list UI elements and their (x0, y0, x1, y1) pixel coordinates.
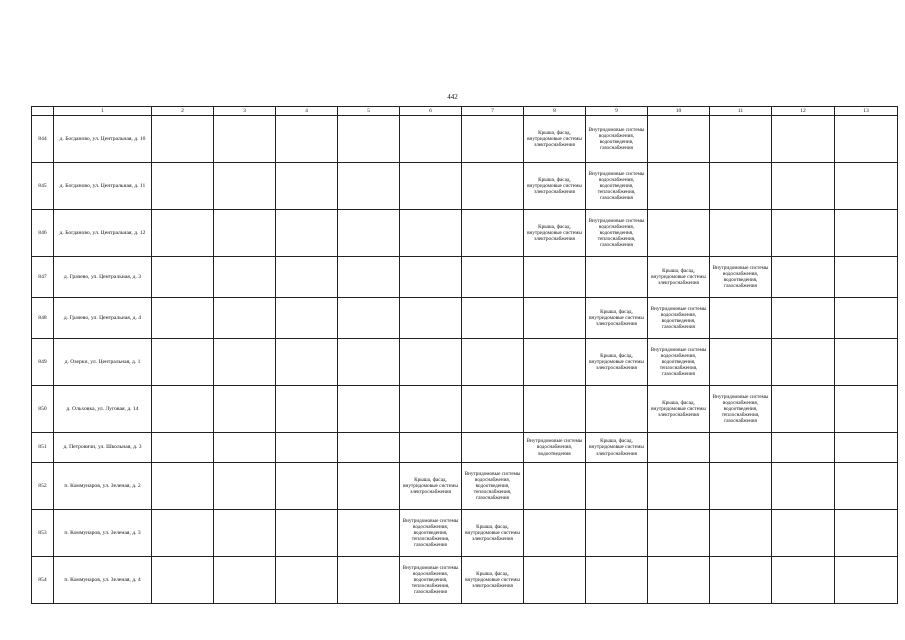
cell-col-2 (152, 163, 214, 210)
cell-col-7 (462, 116, 524, 163)
cell-col-13 (835, 463, 898, 510)
cell-col-13 (835, 298, 898, 339)
cell-col-3 (214, 557, 276, 604)
cell-col-11 (710, 510, 772, 557)
cell-col-8: Крыша, фасад, внутридомовые системы электроснабжения (524, 163, 586, 210)
cell-col-2 (152, 116, 214, 163)
table-row (32, 257, 898, 298)
cell-col-13 (835, 163, 898, 210)
header-row (32, 107, 898, 116)
cell-col-9 (586, 463, 648, 510)
cell-col-10 (648, 163, 710, 210)
cell-col-11 (710, 339, 772, 386)
row-address: п. Коммунаров, ул. Зеленая, д. 3 (54, 510, 152, 557)
row-number: 852 (32, 463, 54, 510)
row-number: 853 (32, 510, 54, 557)
cell-col-5 (338, 463, 400, 510)
row-number: 845 (32, 163, 54, 210)
cell-col-4 (276, 163, 338, 210)
cell-col-2 (152, 257, 214, 298)
cell-col-6 (400, 433, 462, 463)
cell-col-3 (214, 433, 276, 463)
cell-col-10: Крыша, фасад, внутридомовые системы электроснабжения (648, 257, 710, 298)
cell-col-2 (152, 463, 214, 510)
row-address: п. Коммунаров, ул. Зеленая, д. 4 (54, 557, 152, 604)
row-number: 844 (32, 116, 54, 163)
cell-col-3 (214, 163, 276, 210)
cell-col-10: Внутридомовые системы водоснабжения, водоотведения, газоснабжения (648, 298, 710, 339)
cell-col-4 (276, 210, 338, 257)
table-row (32, 339, 898, 386)
cell-col-13 (835, 433, 898, 463)
cell-col-13 (835, 557, 898, 604)
cell-col-8: Крыша, фасад, внутридомовые системы электроснабжения (524, 116, 586, 163)
row-address: д. Богданово, ул. Центральная, д. 12 (54, 210, 152, 257)
table-row (32, 210, 898, 257)
header-cell-8: 8 (524, 107, 586, 116)
cell-col-5 (338, 298, 400, 339)
cell-col-7: Крыша, фасад, внутридомовые системы электроснабжения (462, 557, 524, 604)
cell-col-6 (400, 163, 462, 210)
cell-col-8 (524, 339, 586, 386)
cell-col-13 (835, 386, 898, 433)
cell-col-12 (772, 433, 835, 463)
cell-col-12 (772, 386, 835, 433)
cell-col-12 (772, 210, 835, 257)
cell-col-12 (772, 510, 835, 557)
row-address: д. Грачево, ул. Центральная, д. 4 (54, 298, 152, 339)
row-number: 851 (32, 433, 54, 463)
cell-col-4 (276, 433, 338, 463)
cell-col-13 (835, 257, 898, 298)
cell-col-2 (152, 339, 214, 386)
cell-col-4 (276, 339, 338, 386)
cell-col-12 (772, 163, 835, 210)
cell-col-2 (152, 298, 214, 339)
cell-col-9: Внутридомовые системы водоснабжения, водоотведения, теплоснабжения, газоснабжения (586, 210, 648, 257)
cell-col-11 (710, 298, 772, 339)
header-cell-7: 7 (462, 107, 524, 116)
cell-col-3 (214, 298, 276, 339)
cell-col-6: Внутридомовые системы водоснабжения, водоотведения, теплоснабжения, газоснабжения (400, 557, 462, 604)
cell-col-2 (152, 386, 214, 433)
cell-col-8 (524, 510, 586, 557)
table-row (32, 116, 898, 163)
cell-col-10 (648, 557, 710, 604)
header-cell-2: 2 (152, 107, 214, 116)
page-number: 442 (447, 93, 458, 101)
cell-col-2 (152, 433, 214, 463)
cell-col-5 (338, 257, 400, 298)
cell-col-11 (710, 163, 772, 210)
cell-col-8 (524, 386, 586, 433)
header-cell-5: 5 (338, 107, 400, 116)
cell-col-7 (462, 210, 524, 257)
cell-col-8: Внутридомовые системы водоснабжения, водоотведения (524, 433, 586, 463)
cell-col-10: Крыша, фасад, внутридомовые системы электроснабжения (648, 386, 710, 433)
cell-col-5 (338, 116, 400, 163)
cell-col-10 (648, 433, 710, 463)
cell-col-7 (462, 163, 524, 210)
repair-schedule-table (31, 106, 898, 604)
cell-col-6: Внутридомовые системы водоснабжения, водоотведения, теплоснабжения, газоснабжения (400, 510, 462, 557)
cell-col-7 (462, 257, 524, 298)
cell-col-4 (276, 463, 338, 510)
cell-col-11 (710, 116, 772, 163)
cell-col-7 (462, 386, 524, 433)
cell-col-8 (524, 298, 586, 339)
cell-col-4 (276, 510, 338, 557)
row-address: д. Грачево, ул. Центральная, д. 3 (54, 257, 152, 298)
cell-col-12 (772, 298, 835, 339)
cell-col-6 (400, 386, 462, 433)
row-number: 847 (32, 257, 54, 298)
cell-col-2 (152, 510, 214, 557)
cell-col-4 (276, 298, 338, 339)
cell-col-3 (214, 339, 276, 386)
cell-col-9 (586, 510, 648, 557)
cell-col-8: Крыша, фасад, внутридомовые системы электроснабжения (524, 210, 586, 257)
table-row (32, 510, 898, 557)
cell-col-5 (338, 339, 400, 386)
row-number: 849 (32, 339, 54, 386)
cell-col-6 (400, 116, 462, 163)
cell-col-7 (462, 433, 524, 463)
header-cell-10: 10 (648, 107, 710, 116)
cell-col-3 (214, 386, 276, 433)
cell-col-6 (400, 210, 462, 257)
header-cell-1: 1 (54, 107, 152, 116)
cell-col-5 (338, 210, 400, 257)
cell-col-11: Внутридомовые системы водоснабжения, водоотведения, газоснабжения (710, 257, 772, 298)
cell-col-5 (338, 163, 400, 210)
cell-col-3 (214, 116, 276, 163)
cell-col-12 (772, 339, 835, 386)
cell-col-12 (772, 557, 835, 604)
header-cell-4: 4 (276, 107, 338, 116)
cell-col-3 (214, 257, 276, 298)
cell-col-6: Крыша, фасад, внутридомовые системы электроснабжения (400, 463, 462, 510)
cell-col-10 (648, 116, 710, 163)
row-address: д. Петровичи, ул. Школьная, д. 3 (54, 433, 152, 463)
table-row (32, 386, 898, 433)
cell-col-8 (524, 463, 586, 510)
row-address: п. Коммунаров, ул. Зеленая, д. 2 (54, 463, 152, 510)
cell-col-2 (152, 557, 214, 604)
cell-col-3 (214, 210, 276, 257)
row-number: 850 (32, 386, 54, 433)
header-cell-3: 3 (214, 107, 276, 116)
cell-col-4 (276, 116, 338, 163)
header-cell-6: 6 (400, 107, 462, 116)
cell-col-7 (462, 339, 524, 386)
cell-col-9: Внутридомовые системы водоснабжения, водоотведения, теплоснабжения, газоснабжения (586, 163, 648, 210)
cell-col-8 (524, 257, 586, 298)
cell-col-13 (835, 510, 898, 557)
table-row (32, 163, 898, 210)
cell-col-8 (524, 557, 586, 604)
cell-col-9: Крыша, фасад, внутридомовые системы электроснабжения (586, 298, 648, 339)
header-cell-13: 13 (835, 107, 898, 116)
cell-col-12 (772, 116, 835, 163)
header-cell-blank (32, 107, 54, 116)
cell-col-9 (586, 557, 648, 604)
cell-col-7: Крыша, фасад, внутридомовые системы электроснабжения (462, 510, 524, 557)
row-address: д. Богданово, ул. Центральная, д. 11 (54, 163, 152, 210)
table-row (32, 298, 898, 339)
cell-col-3 (214, 463, 276, 510)
cell-col-5 (338, 557, 400, 604)
cell-col-6 (400, 257, 462, 298)
cell-col-10 (648, 210, 710, 257)
cell-col-7: Внутридомовые системы водоснабжения, водоотведения, теплоснабжения, газоснабжения (462, 463, 524, 510)
cell-col-11 (710, 463, 772, 510)
cell-col-4 (276, 257, 338, 298)
table-row (32, 557, 898, 604)
cell-col-9: Крыша, фасад, внутридомовые системы электроснабжения (586, 433, 648, 463)
row-number: 854 (32, 557, 54, 604)
table-row (32, 433, 898, 463)
cell-col-9 (586, 257, 648, 298)
cell-col-4 (276, 386, 338, 433)
header-cell-11: 11 (710, 107, 772, 116)
cell-col-10 (648, 510, 710, 557)
cell-col-2 (152, 210, 214, 257)
cell-col-5 (338, 433, 400, 463)
header-cell-9: 9 (586, 107, 648, 116)
cell-col-12 (772, 257, 835, 298)
cell-col-10 (648, 463, 710, 510)
cell-col-13 (835, 339, 898, 386)
cell-col-11: Внутридомовые системы водоснабжения, водоотведения, теплоснабжения, газоснабжения (710, 386, 772, 433)
row-address: д. Ольховка, ул. Луговая, д. 14 (54, 386, 152, 433)
cell-col-9 (586, 386, 648, 433)
cell-col-5 (338, 510, 400, 557)
cell-col-11 (710, 210, 772, 257)
cell-col-12 (772, 463, 835, 510)
cell-col-13 (835, 116, 898, 163)
cell-col-7 (462, 298, 524, 339)
cell-col-11 (710, 433, 772, 463)
cell-col-9: Крыша, фасад, внутридомовые системы электроснабжения (586, 339, 648, 386)
row-address: д. Богданово, ул. Центральная, д. 10 (54, 116, 152, 163)
cell-col-13 (835, 210, 898, 257)
cell-col-3 (214, 510, 276, 557)
table-row (32, 463, 898, 510)
cell-col-5 (338, 386, 400, 433)
row-address: д. Озерки, ул. Центральная, д. 1 (54, 339, 152, 386)
cell-col-6 (400, 339, 462, 386)
header-cell-12: 12 (772, 107, 835, 116)
row-number: 848 (32, 298, 54, 339)
cell-col-6 (400, 298, 462, 339)
cell-col-11 (710, 557, 772, 604)
cell-col-4 (276, 557, 338, 604)
row-number: 846 (32, 210, 54, 257)
cell-col-9: Внутридомовые системы водоснабжения, водоотведения, газоснабжения (586, 116, 648, 163)
cell-col-10: Внутридомовые системы водоснабжения, водоотведения, теплоснабжения, газоснабжения (648, 339, 710, 386)
